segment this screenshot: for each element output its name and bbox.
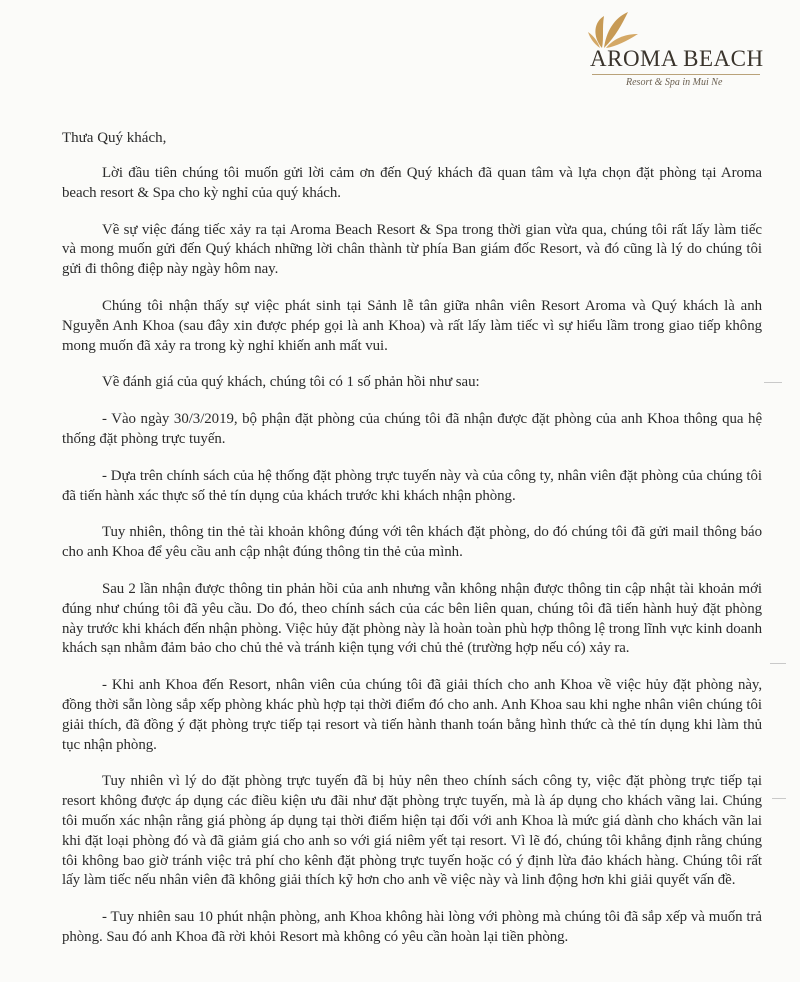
- resort-logo: [586, 8, 776, 94]
- paragraph: Tuy nhiên vì lý do đặt phòng trực tuyến đã bị hủy nên theo chính sách công ty, việc đặt phòng trực tiếp tại resort không được áp dụng các điều kiện ưu đãi như đặt phòng trực tuyến, mà là áp dụng cho khách vãng lai. Chúng tôi muốn xác nhận rằng giá phòng áp dụng tại thời điểm hiện tại đối với anh Khoa là mức giá dành cho khách vãn lai khi đặt loại phòng đó và đã giảm giá cho anh so với giá niêm yết tại resort. Vì lẽ đó, chúng tôi khẳng định rằng chúng tôi không bao giờ tránh việc trả phí cho kênh đặt phòng trực tuyến hoặc có ý định lừa đảo khách hàng. Chúng tôi rất lấy làm tiếc nếu nhân viên đã không giải thích kỹ hơn cho anh về việc này và linh động hơn khi giải quyết vấn đề.: [62, 773, 762, 889]
- scan-mark: [772, 798, 786, 799]
- paragraph: Về sự việc đáng tiếc xảy ra tại Aroma Beach Resort & Spa trong thời gian vừa qua, chúng tôi rất lấy làm tiếc và mong muốn gửi đến Quý khách những lời chân thành từ phía Ban giám đốc Resort, và đó cũng là lý do chúng tôi gửi đi thông điệp này ngày hôm nay.: [62, 221, 762, 278]
- paragraph: Chúng tôi nhận thấy sự việc phát sinh tại Sảnh lễ tân giữa nhân viên Resort Aroma và Quý khách là anh Nguyễn Anh Khoa (sau đây xin được phép gọi là anh Khoa) và rất lấy làm tiếc vì sự hiểu lầm trong giao tiếp không mong muốn đã xảy ra trong kỳ nghỉ khiến anh mất vui.: [62, 297, 762, 354]
- paragraph: Tuy nhiên, thông tin thẻ tài khoản không đúng với tên khách đặt phòng, do đó chúng tôi đã gửi mail thông báo cho anh Khoa để yêu cầu anh cập nhật đúng thông tin thẻ của mình.: [62, 524, 762, 561]
- paragraph: Sau 2 lần nhận được thông tin phản hồi của anh nhưng vẫn không nhận được thông tin cập nhật tài khoản mới đúng như chúng tôi đã yêu cầu. Do đó, theo chính sách của các bên liên quan, chúng tôi đã tiến hành huỷ đặt phòng này trước khi khách đến nhận phòng. Việc hủy đặt phòng này là hoàn toàn phù hợp thông lệ trong lĩnh vực kinh doanh khách sạn nhằm đảm bảo cho chủ thẻ và tránh kiện tụng với chủ thẻ (trường hợp nếu có) xảy ra.: [62, 580, 762, 657]
- scan-mark: [770, 663, 786, 664]
- lotus-leaf-icon: [588, 8, 640, 50]
- paragraph: Về đánh giá của quý khách, chúng tôi có 1 số phản hồi như sau:: [102, 374, 480, 391]
- letter-body: [62, 128, 762, 965]
- resort-tagline: Resort & Spa in Mui Ne: [626, 77, 723, 88]
- paragraph: - Vào ngày 30/3/2019, bộ phận đặt phòng của chúng tôi đã nhận được đặt phòng của anh Khoa thông qua hệ thống đặt phòng trực tuyến.: [62, 411, 762, 447]
- paragraph: - Dựa trên chính sách của hệ thống đặt phòng trực tuyến này và của công ty, nhân viên đặt phòng của chúng tôi đã tiến hành xác thực số thẻ tín dụng của khách trước khi khách nhận phòng.: [62, 467, 762, 504]
- logo-divider: [592, 74, 760, 75]
- paragraph: Lời đầu tiên chúng tôi muốn gửi lời cảm ơn đến Quý khách đã quan tâm và lựa chọn đặt phòng tại Aroma beach resort & Spa cho kỳ nghỉ của quý khách.: [62, 165, 762, 201]
- paragraph: - Tuy nhiên sau 10 phút nhận phòng, anh Khoa không hài lòng với phòng mà chúng tôi đã sắp xếp và muốn trả phòng. Sau đó anh Khoa đã rời khỏi Resort mà không có yêu cần hoàn lại tiền phòng.: [62, 909, 762, 945]
- scan-mark: [764, 382, 782, 383]
- paragraph: - Khi anh Khoa đến Resort, nhân viên của chúng tôi đã giải thích cho anh Khoa về việc hủy đặt phòng này, đồng thời sẵn lòng sắp xếp phòng khác phù hợp tại thời điểm đó cho anh. Anh Khoa sau khi nghe nhân viên chúng tôi giải thích, đã đồng ý đặt phòng trực tiếp tại resort và tiến hành thanh toán bằng hình thức cà thẻ tín dụng khi làm thủ tục nhận phòng.: [62, 677, 762, 753]
- resort-name: AROMA BEACH: [590, 46, 764, 71]
- salutation: Thưa Quý khách,: [62, 130, 167, 146]
